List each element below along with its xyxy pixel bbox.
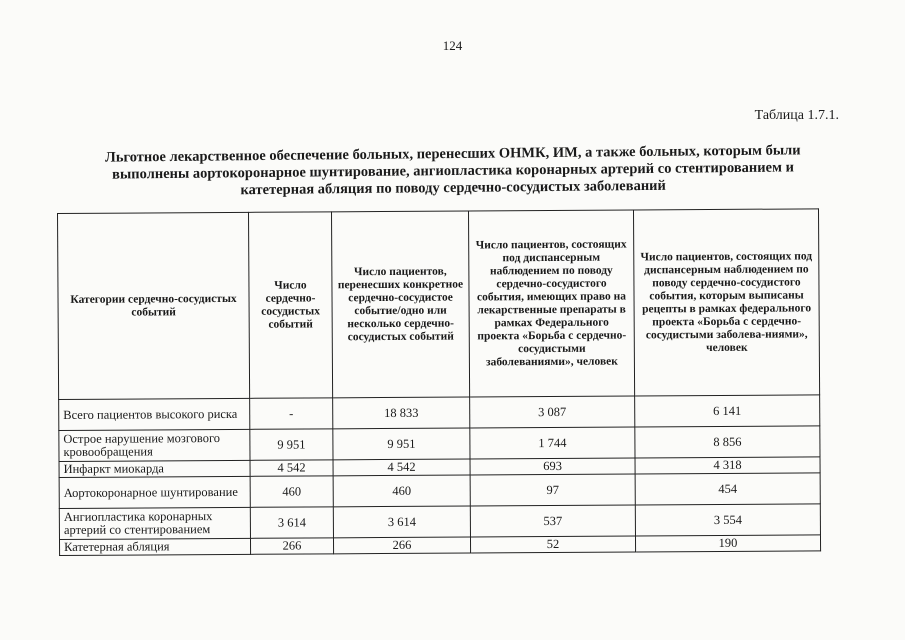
table-label: Таблица 1.7.1.: [754, 108, 839, 123]
table-row: [59, 395, 820, 431]
row-events: -: [250, 398, 333, 430]
row-events: 266: [250, 538, 333, 555]
header-patients: Число пациентов, перенесших конкретное сердечно-сосудистое событие/одно или несколько сердечно-сосудистых событий: [331, 211, 469, 398]
row-events: 3 614: [250, 507, 333, 539]
row-category: Всего пациентов высокого риска: [59, 398, 250, 430]
row-category: Острое нарушение мозгового кровообращения: [59, 429, 250, 461]
table-row: [59, 535, 820, 556]
row-patients: 9 951: [333, 428, 470, 460]
table-row: [59, 473, 820, 509]
row-eligible: 537: [470, 505, 635, 537]
row-prescribed: 3 554: [635, 504, 820, 536]
row-prescribed: 6 141: [635, 395, 820, 427]
table-row: [59, 504, 820, 540]
row-patients: 266: [333, 537, 470, 554]
row-patients: 18 833: [333, 397, 470, 429]
row-prescribed: 190: [635, 535, 820, 552]
row-events: 9 951: [250, 429, 333, 461]
row-eligible: 693: [470, 458, 635, 475]
data-table-container: [57, 208, 821, 556]
page-number: 124: [442, 38, 463, 53]
row-eligible: 3 087: [470, 396, 635, 428]
row-category: Ангиопластика коронарных артерий со стентированием: [59, 507, 250, 539]
data-table: [57, 208, 821, 556]
header-prescribed: Число пациентов, состоящих под диспансерным наблюдением по поводу сердечно-сосудистого события, которым выписаны рецепты в рамках федерального проекта «Борьба с сердечно-сосудистыми заболева-ниями», человек: [633, 209, 819, 396]
row-prescribed: 8 856: [635, 426, 820, 458]
header-category: Категории сердечно-сосудистых событий: [58, 212, 250, 399]
row-category: Аортокоронарное шунтирование: [59, 476, 250, 508]
table-row: [59, 426, 820, 462]
header-row: [58, 209, 820, 400]
row-category: Инфаркт миокарда: [59, 460, 250, 477]
row-patients: 460: [333, 475, 470, 507]
row-prescribed: 4 318: [635, 457, 820, 474]
row-eligible: 1 744: [470, 427, 635, 459]
row-category: Катетерная абляция: [59, 538, 250, 555]
row-eligible: 97: [470, 474, 635, 506]
header-eligible: Число пациентов, состоящих под диспансерным наблюдением по поводу сердечно-сосудистого события, имеющих право на лекарственные препараты в рамках Федерального проекта «Борьба с сердечно-сосудистыми заболеваниями», человек: [468, 210, 634, 397]
row-events: 460: [250, 476, 333, 508]
header-events: Число сердечно-сосудистых событий: [248, 212, 332, 399]
row-prescribed: 454: [635, 473, 820, 505]
row-events: 4 542: [250, 460, 333, 477]
row-eligible: 52: [470, 536, 635, 553]
row-patients: 3 614: [333, 506, 470, 538]
row-patients: 4 542: [333, 459, 470, 476]
document-title: Льготное лекарственное обеспечение больных, перенесших ОНМК, ИМ, а также больных, которым были выполнены аортокоронарное шунтирование, ангиопластика коронарных артерий со стентированием и катетерная абляция по поводу сердечно-сосудистых заболеваний: [104, 142, 801, 199]
